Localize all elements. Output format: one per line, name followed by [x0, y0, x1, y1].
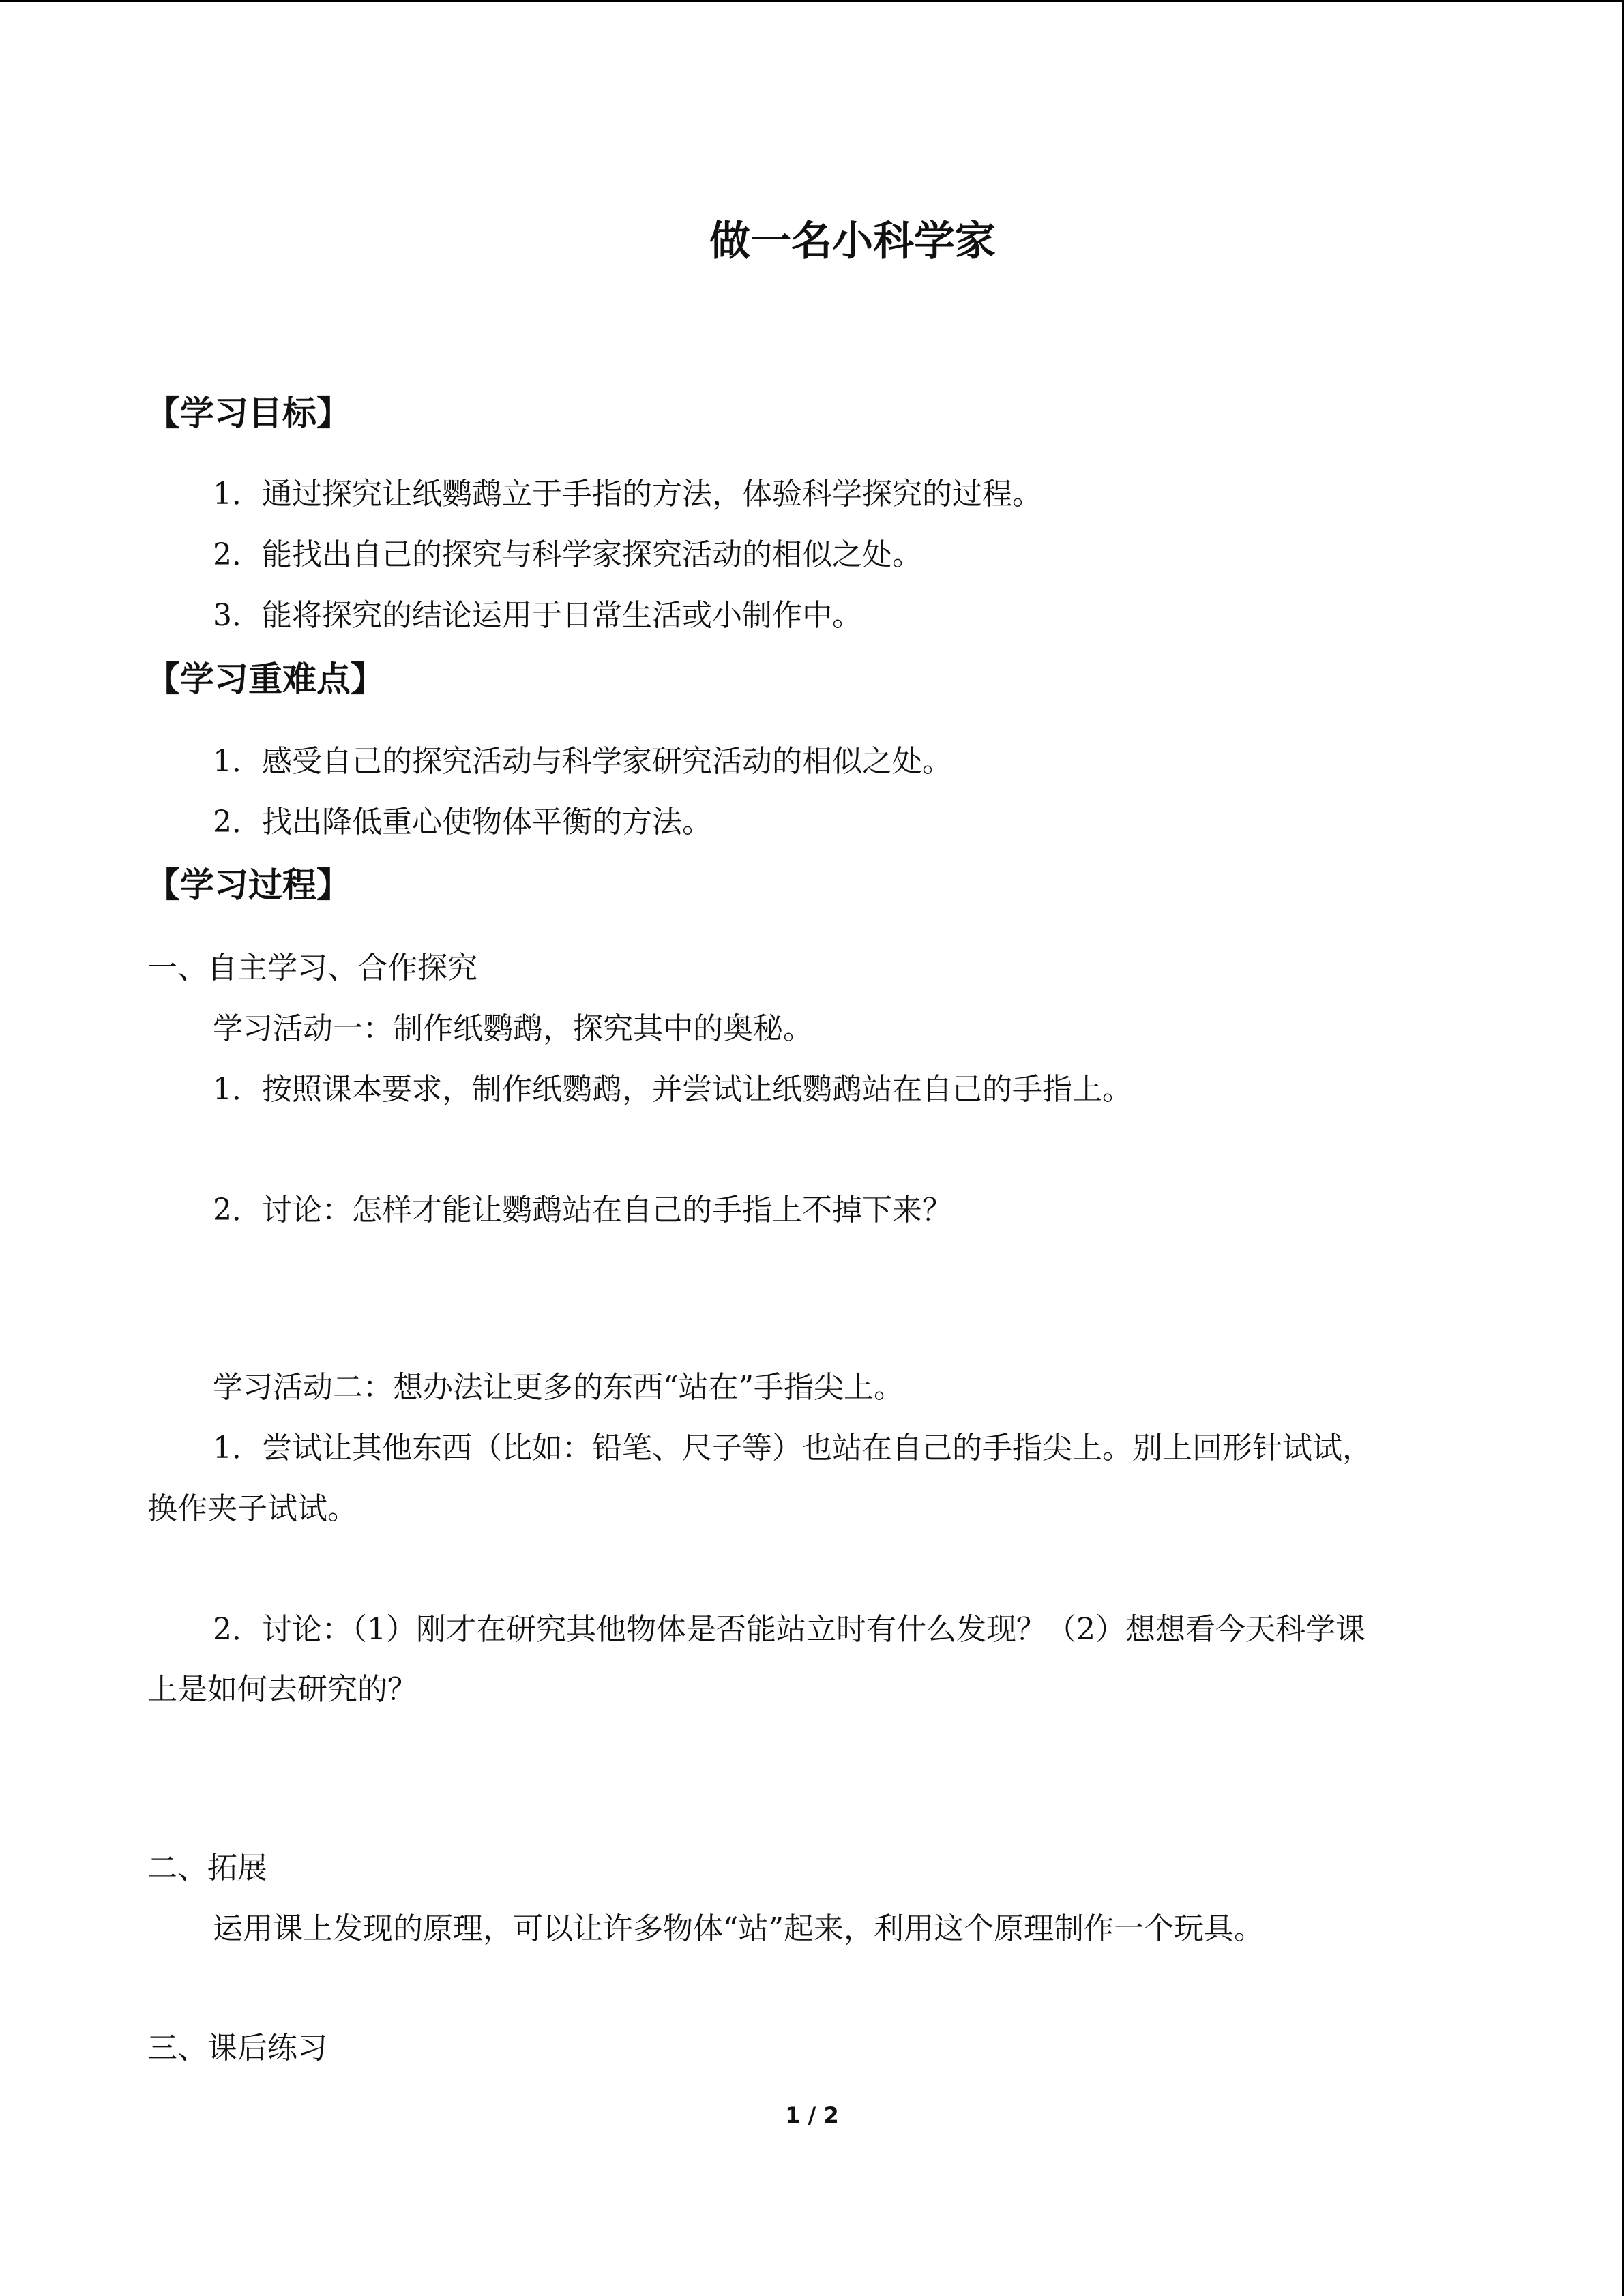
section-heading-learning-goals: 【学习目标】 — [146, 393, 351, 433]
goal-item-3: 3．能将探究的结论运用于日常生活或小制作中。 — [213, 598, 862, 633]
page-border-top — [0, 0, 1624, 2]
part3-title: 三、课后练习 — [147, 2031, 327, 2066]
activity2-item-2-line-2: 上是如何去研究的？ — [147, 1672, 417, 1707]
activity2-item-2-line-1: 2．讨论：（1）刚才在研究其他物体是否能站立时有什么发现？（2）想想看今天科学课 — [213, 1612, 1365, 1647]
section-heading-learning-process: 【学习过程】 — [146, 865, 351, 905]
goal-item-1: 1．通过探究让纸鹦鹉立于手指的方法，体验科学探究的过程。 — [213, 477, 1042, 511]
section-heading-key-points: 【学习重难点】 — [146, 659, 385, 699]
activity1-item-2: 2．讨论：怎样才能让鹦鹉站在自己的手指上不掉下来？ — [213, 1193, 952, 1227]
key-point-item-1: 1．感受自己的探究活动与科学家研究活动的相似之处。 — [213, 744, 952, 779]
part2-title: 二、拓展 — [147, 1851, 267, 1885]
activity1-title: 学习活动一：制作纸鹦鹉，探究其中的奥秘。 — [213, 1011, 813, 1046]
page-number: 1 / 2 — [785, 2102, 839, 2128]
key-point-item-2: 2．找出降低重心使物体平衡的方法。 — [213, 805, 712, 839]
activity1-item-1: 1．按照课本要求，制作纸鹦鹉，并尝试让纸鹦鹉站在自己的手指上。 — [213, 1072, 1132, 1107]
part2-text: 运用课上发现的原理，可以让许多物体“站”起来，利用这个原理制作一个玩具。 — [213, 1911, 1264, 1946]
document-title: 做一名小科学家 — [709, 218, 996, 265]
activity2-item-1-line-2: 换作夹子试试。 — [147, 1491, 357, 1526]
goal-item-2: 2．能找出自己的探究与科学家探究活动的相似之处。 — [213, 537, 922, 572]
activity2-item-1-line-1: 1．尝试让其他东西（比如：铅笔、尺子等）也站在自己的手指尖上。别上回形针试试， — [213, 1431, 1372, 1465]
part1-title: 一、自主学习、合作探究 — [147, 951, 477, 985]
activity2-title: 学习活动二：想办法让更多的东西“站在”手指尖上。 — [213, 1370, 904, 1405]
